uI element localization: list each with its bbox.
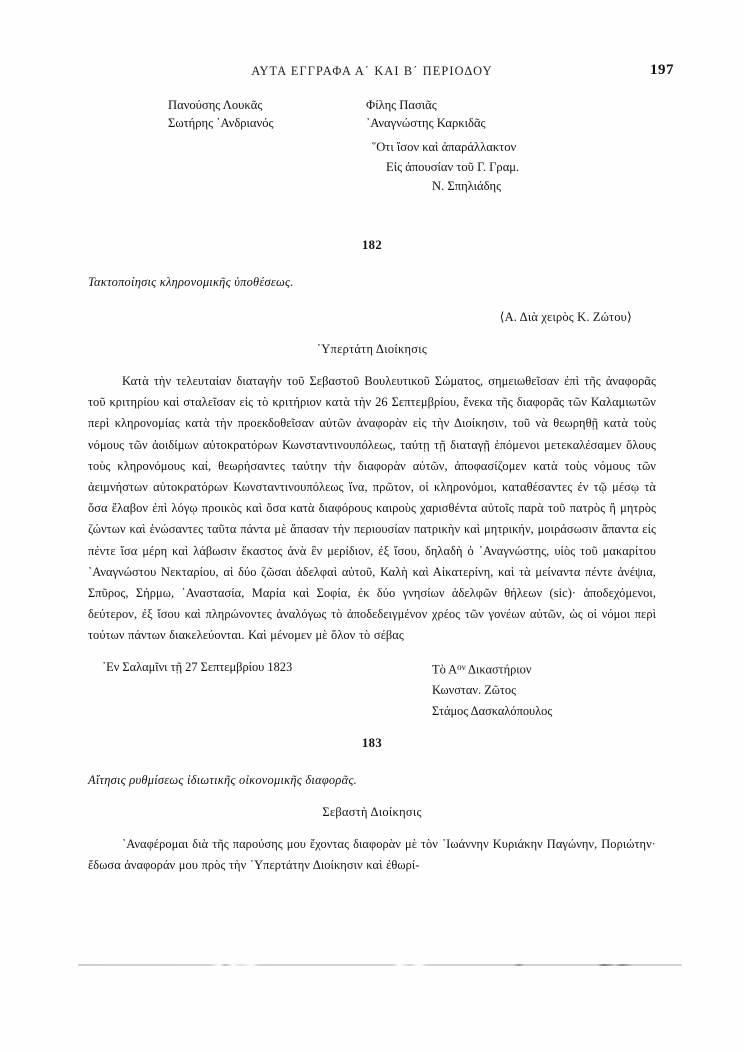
signatory-name: Πανούσης Λουκᾶς	[168, 98, 263, 112]
section-number: 183	[361, 736, 383, 750]
section-salutation: Σεβαστὴ Διοίκησις	[322, 805, 422, 819]
court-signatory: Κωνσταν. Ζῶτος	[432, 682, 516, 697]
document-section-183	[88, 736, 656, 876]
signature-column-left	[168, 97, 274, 132]
certification-line: ῞Οτι ἴσον καὶ ἀπαράλλακτον	[372, 140, 517, 154]
certification-note	[366, 139, 588, 196]
certification-signatory: Ν. Σπηλιάδης	[432, 179, 502, 194]
section-body-text: Κατὰ τὴν τελευταίαν διαταγὴν τοῦ Σεβαστοῦ Βουλευτικοῦ Σώματος, σημειωθεῖσαν ἐπὶ τῆς ἀναφορᾶς τοῦ κριτηρίου καὶ σταλεῖσαν εἰς τὸ κριτήριον κατὰ τὴν 26 Σεπτεμβρίου, ἕνεκα τῆς διαφορᾶς τῶν Καλαμιωτῶν περὶ κληρονομίας κατὰ τὴν προεκδοθεῖσαν αὐτῶν ἀναφορὰν εἰς τὴν Διοίκησιν, τοῦ νὰ θεωρηθῇ κατὰ τοὺς νόμους τῶν ἀοιδίμων αὐτοκρατόρων Κωνσταντινουπόλεως, ταύτῃ τῇ διαταγῇ ἑπόμενοι μετεκαλέσαμεν ὅλους τοὺς κληρονόμους καί, θεωρήσαντες ταύτην τὴν διαφορὰν αὐτῶν, ἀποφασίζομεν κατὰ τοὺς νόμους τῶν ἀειμνήστων αὐτοκρατόρων Κωνσταντινουπόλεως ἵνα, πρῶτον, οἱ κληρονόμοι, καταθέσαντες ἐν τῷ μέσῳ τὰ ὅσα ἔλαβον ἐπὶ λόγῳ προικὸς καὶ ὅσα κατὰ διαφόρους καιροὺς χαρισθέντα αὐτοῖς παρὰ τοῦ πατρὸς ἢ μητρὸς ζώντων καὶ ἑνώσαντες ταῦτα πάντα μὲ ἅπασαν τὴν περιουσίαν πατρικὴν καὶ μητρικήν, μοιράσωσιν ἅπαντα εἰς πέντε ἴσα μέρη καὶ λάβωσιν ἕκαστος ἀνὰ ἓν μερίδιον, ἐξ ἴσου, δηλαδὴ ὁ ᾿Αναγνώστης, υἱὸς τοῦ μακαρίτου ᾿Αναγνώστου Νεκταρίου, αἱ δύο ζῶσαι ἀδελφαὶ αὐτοῦ, Καλὴ καὶ Αἰκατερίνη, καὶ τὰ μείναντα πέντε ἀνέψια, Σπῦρος, Σήρμω, ᾿Αναστασία, Μαρία καὶ Σοφία, ἐκ δύο γνησίων ἀδελφῶν θήλεων (sic)· ἀποδεχόμενοι, δεύτερον, ἐξ ἴσου καὶ πληρώνοντες ἀναλόγως τὸ ἀποδεδειγμένον χρέος τῶν γονέων αὐτῶν, ὡς οἱ νόμοι περὶ τούτων πάντων διακελεύονται. Καὶ μένομεν μὲ ὅλον τὸ σέβας	[88, 374, 656, 643]
section-attribution: ⟨Α. Διὰ χειρὸς Κ. Ζώτου⟩	[499, 310, 632, 324]
signatory-name: ᾿Αναγνώστης Καρκιδᾶς	[366, 115, 486, 130]
running-head	[88, 62, 674, 84]
closing-date: ᾿Εν Σαλαμῖνι τῇ 27 Σεπτεμβρίου 1823	[102, 659, 293, 674]
court-label-ordinal: ον	[457, 661, 466, 672]
signatory-name: Σωτήρης ᾿Ανδριανός	[168, 115, 274, 130]
section-subtitle: Αἴτησις ρυθμίσεως ἰδιωτικῆς οἰκονομικῆς διαφορᾶς.	[88, 773, 357, 787]
section-salutation: ῾Υπερτάτη Διοίκησις	[316, 342, 428, 356]
document-section-182	[88, 238, 656, 723]
closing-signature-block	[432, 657, 552, 722]
signature-block-top	[168, 97, 588, 198]
running-head-title: ΑΥΤΑ ΕΓΓΡΑΦΑ Α΄ ΚΑΙ Β΄ ΠΕΡΙΟΔΟΥ	[251, 64, 493, 78]
scan-artifact-line	[78, 964, 682, 966]
signature-column-right	[366, 97, 486, 132]
signatory-name: Φίλης Πασιᾶς	[366, 98, 437, 112]
court-label	[432, 657, 552, 680]
court-label-suffix: Δικαστήριον	[465, 662, 532, 677]
section-subtitle: Τακτοποίησις κληρονομικῆς ὑποθέσεως.	[88, 275, 294, 289]
section-number: 182	[361, 238, 383, 252]
court-signatory: Στάμος Δασκαλόπουλος	[432, 703, 553, 718]
section-closing	[88, 657, 656, 723]
signature-columns	[168, 97, 588, 133]
certification-line: Εἰς ἀπουσίαν τοῦ Γ. Γραμ.	[386, 159, 520, 174]
page-number: 197	[650, 62, 674, 78]
court-label-prefix: Τὸ Α	[432, 662, 458, 677]
section-body-text: ᾿Αναφέρομαι διὰ τῆς παρούσης μου ἔχοντας διαφορὰν μὲ τὸν ᾿Ιωάννην Κυριάκην Παγώνην, Ποριώτην· ἔδωσα ἀναφοράν μου πρὸς τὴν ῾Υπερτάτην Διοίκησιν καὶ ἐθωρί-	[88, 837, 656, 873]
